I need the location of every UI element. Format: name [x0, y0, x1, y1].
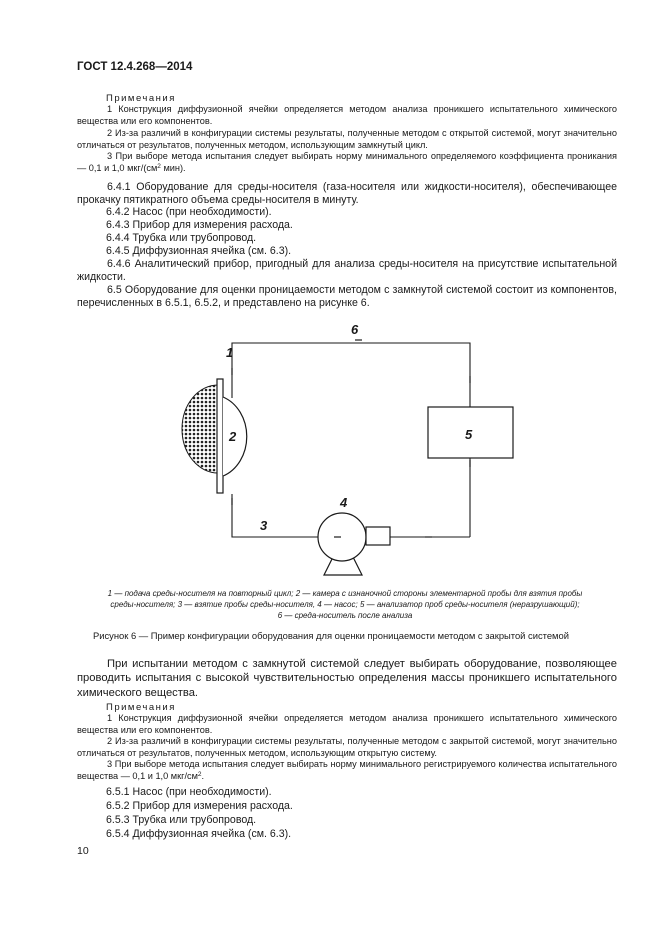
clause-6-5-text: 6.5 Оборудование для оценки проницаемости методом с замкнутой системой состоит из компонентов, перечисленных в 6.5.1, 6.5.2, и представлено на рисунке 6. [77, 284, 617, 310]
page-number: 10 [77, 845, 89, 857]
clause-6-5-2: 6.5.2 Прибор для измерения расхода. [106, 800, 293, 812]
label-1: 1 [226, 345, 234, 360]
note-3-tail: мин). [160, 162, 186, 173]
clause-6-4-4: 6.4.4 Трубка или трубопровод. [106, 232, 257, 244]
clause-6-4-3: 6.4.3 Прибор для измерения расхода. [106, 219, 293, 231]
note-2-3 [77, 759, 617, 782]
clause-6-4-6-text: 6.4.6 Аналитический прибор, пригодный для анализа среды-носителя на присутствие испытательной жидкости. [77, 258, 617, 284]
figure-legend-line-1: 1 — подача среды-носителя на повторный цикл; 2 — камера с изнаночной стороны элементарной пробы для взятия пробы [107, 589, 583, 598]
clause-6-4-5: 6.4.5 Диффузионная ячейка (см. 6.3). [106, 245, 292, 257]
note-2-3-text: 3 При выборе метода испытания следует выбирать норму минимального регистрируемого количества испытательного вещества — 0,1 и 1,0 мкг/см [77, 759, 617, 781]
figure-legend-line-3: 6 — среда-носитель после анализа [277, 611, 413, 620]
clause-6-5-4: 6.5.4 Диффузионная ячейка (см. 6.3). [106, 828, 292, 840]
note-2-1 [77, 713, 617, 736]
note-3-sup: 2 [157, 162, 161, 170]
closed-system-paragraph-text: При испытании методом с замкнутой системой следует выбирать оборудование, позволяющее проводить испытания с высокой чувствительностью определения массы проникшего испытательного химического вещества. [77, 658, 617, 699]
figure-legend-line-2: среды-носителя; 3 — взятие пробы среды-носителя, 4 — насос; 5 — анализатор проб среды-носителя (неразрушающий); [110, 600, 580, 609]
note-3-text: 3 При выборе метода испытания следует выбирать норму минимального определяемого коэффициента проникания — 0,1 и 1,0 мкг/(см [77, 151, 617, 173]
notes-heading-2: Примечания [106, 702, 176, 713]
label-2: 2 [229, 429, 237, 444]
clause-6-5-1: 6.5.1 Насос (при необходимости). [106, 786, 272, 798]
figure-caption: Рисунок 6 — Пример конфигурации оборудования для оценки проницаемости методом с закрытой системой [93, 630, 569, 641]
label-6: 6 [351, 322, 359, 337]
clause-6-5-3: 6.5.3 Трубка или трубопровод. [106, 814, 257, 826]
clause-6-4-2: 6.4.2 Насос (при необходимости). [106, 206, 272, 218]
note-2-2-text: 2 Из-за различий в конфигурации системы результаты, полученные методом с закрытой системой, могут значительно отличаться от результатов, полученных методом, использующим открытую систему. [77, 736, 617, 758]
note-2-3-sup: 2 [197, 770, 202, 778]
note-1-text: 1 Конструкция диффузионной ячейки определяется методом анализа проникшего испытательного химического вещества или его компонентов. [77, 104, 617, 126]
note-2-2 [77, 736, 617, 759]
pump [318, 513, 390, 575]
document-header: ГОСТ 12.4.268—2014 [77, 61, 193, 73]
notes-heading: Примечания [106, 93, 176, 104]
label-3: 3 [260, 518, 268, 533]
closed-system-paragraph [77, 657, 617, 700]
diffusion-cell [182, 379, 247, 493]
note-2-text: 2 Из-за различий в конфигурации системы результаты, полученные методом с открытой системой, могут значительно отличаться от результатов, полученных методом, использующим замкнутый цикл. [77, 128, 617, 150]
label-4: 4 [340, 495, 348, 510]
note-2-3-tail: . [201, 770, 205, 781]
label-5: 5 [465, 427, 473, 442]
clause-6-4-1-text: 6.4.1 Оборудование для среды-носителя (газа-носителя или жидкости-носителя), обеспечивающее прокачку пятикратного объема среды-носителя в минуту. [77, 181, 617, 207]
note-2-1-text: 1 Конструкция диффузионной ячейки определяется методом анализа проникшего испытательного химического вещества или его компонентов. [77, 713, 617, 735]
